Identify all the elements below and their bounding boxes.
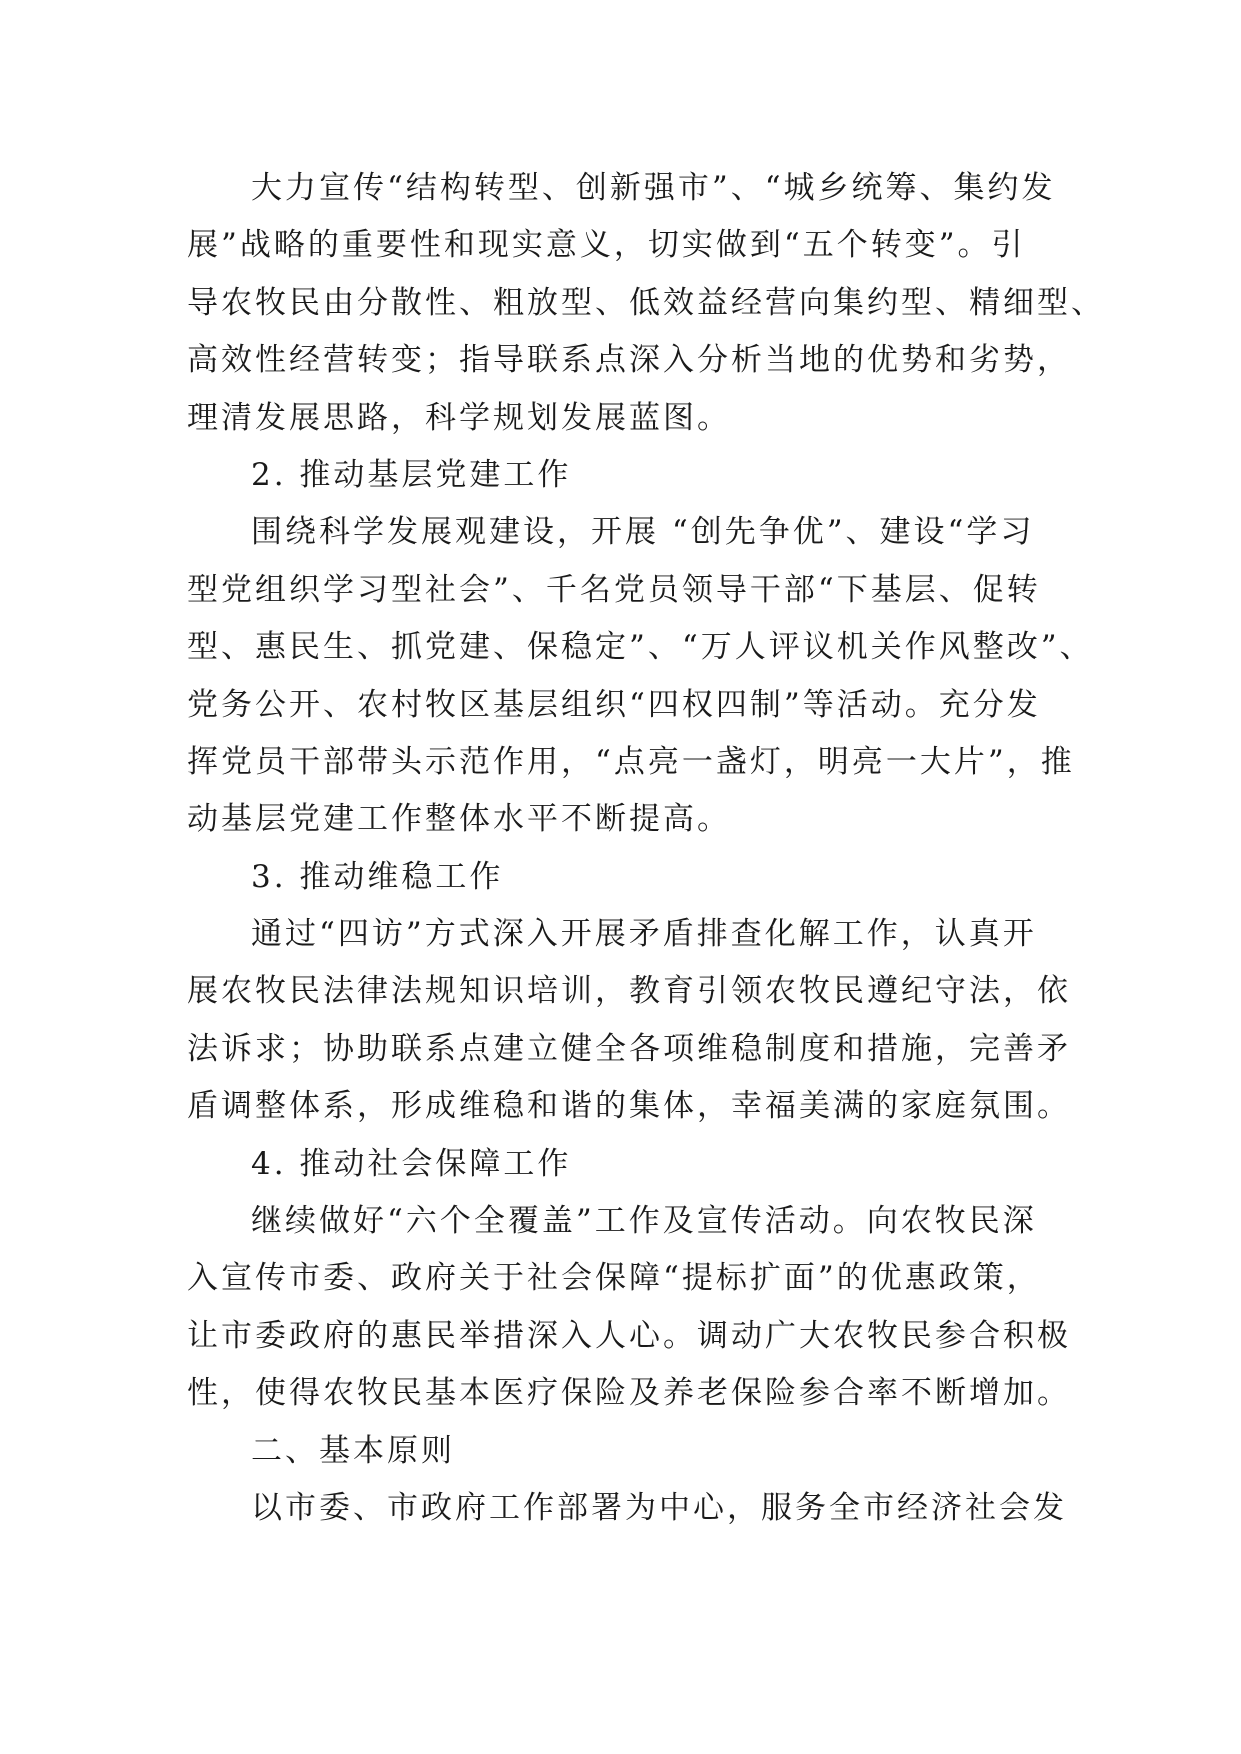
document-body [187, 160, 1105, 1537]
paragraph-line: 导农牧民由分散性、粗放型、低效益经营向集约型、精细型、 [187, 284, 1105, 321]
paragraph-line: 通过“四访”方式深入开展矛盾排查化解工作，认真开 [251, 916, 1037, 953]
section-heading: 2. 推动基层党建工作 [251, 456, 572, 493]
section-heading: 4. 推动社会保障工作 [251, 1145, 572, 1182]
paragraph-line: 挥党员干部带头示范作用，“点亮一盏灯，明亮一大片”，推 [187, 743, 1075, 780]
paragraph-line: 理清发展思路，科学规划发展蓝图。 [187, 399, 731, 436]
paragraph-line: 入宣传市委、政府关于社会保障“提标扩面”的优惠政策， [187, 1260, 1041, 1297]
paragraph-line: 动基层党建工作整体水平不断提高。 [187, 801, 731, 838]
paragraph-line: 盾调整体系，形成维稳和谐的集体，幸福美满的家庭氛围。 [187, 1088, 1071, 1125]
paragraph-line: 以市委、市政府工作部署为中心，服务全市经济社会发 [251, 1489, 1067, 1526]
paragraph-line: 性，使得农牧民基本医疗保险及养老保险参合率不断增加。 [187, 1375, 1071, 1412]
section-heading: 3. 推动维稳工作 [251, 858, 504, 895]
paragraph-line: 继续做好“六个全覆盖”工作及宣传活动。向农牧民深 [251, 1203, 1037, 1240]
paragraph-line: 大力宣传“结构转型、创新强市”、“城乡统筹、集约发 [251, 170, 1056, 206]
paragraph-line: 高效性经营转变；指导联系点深入分析当地的优势和劣势， [187, 342, 1071, 379]
paragraph-line: 党务公开、农村牧区基层组织“四权四制”等活动。充分发 [187, 686, 1041, 723]
paragraph-line: 让市委政府的惠民举措深入人心。调动广大农牧民参合积极 [187, 1317, 1071, 1354]
paragraph-line: 围绕科学发展观建设，开展 “创先争优”、建设“学习 [251, 514, 1035, 551]
paragraph-line: 展农牧民法律法规知识培训，教育引领农牧民遵纪守法，依 [187, 973, 1071, 1010]
paragraph-line: 展”战略的重要性和现实意义，切实做到“五个转变”。引 [187, 227, 1026, 264]
paragraph-line: 型、惠民生、抓党建、保稳定”、“万人评议机关作风整改”、 [187, 629, 1094, 666]
paragraph-line: 法诉求；协助联系点建立健全各项维稳制度和措施，完善矛 [187, 1030, 1071, 1067]
section-heading: 二、基本原则 [251, 1432, 455, 1469]
paragraph-line: 型党组织学习型社会”、千名党员领导干部“下基层、促转 [187, 571, 1041, 608]
